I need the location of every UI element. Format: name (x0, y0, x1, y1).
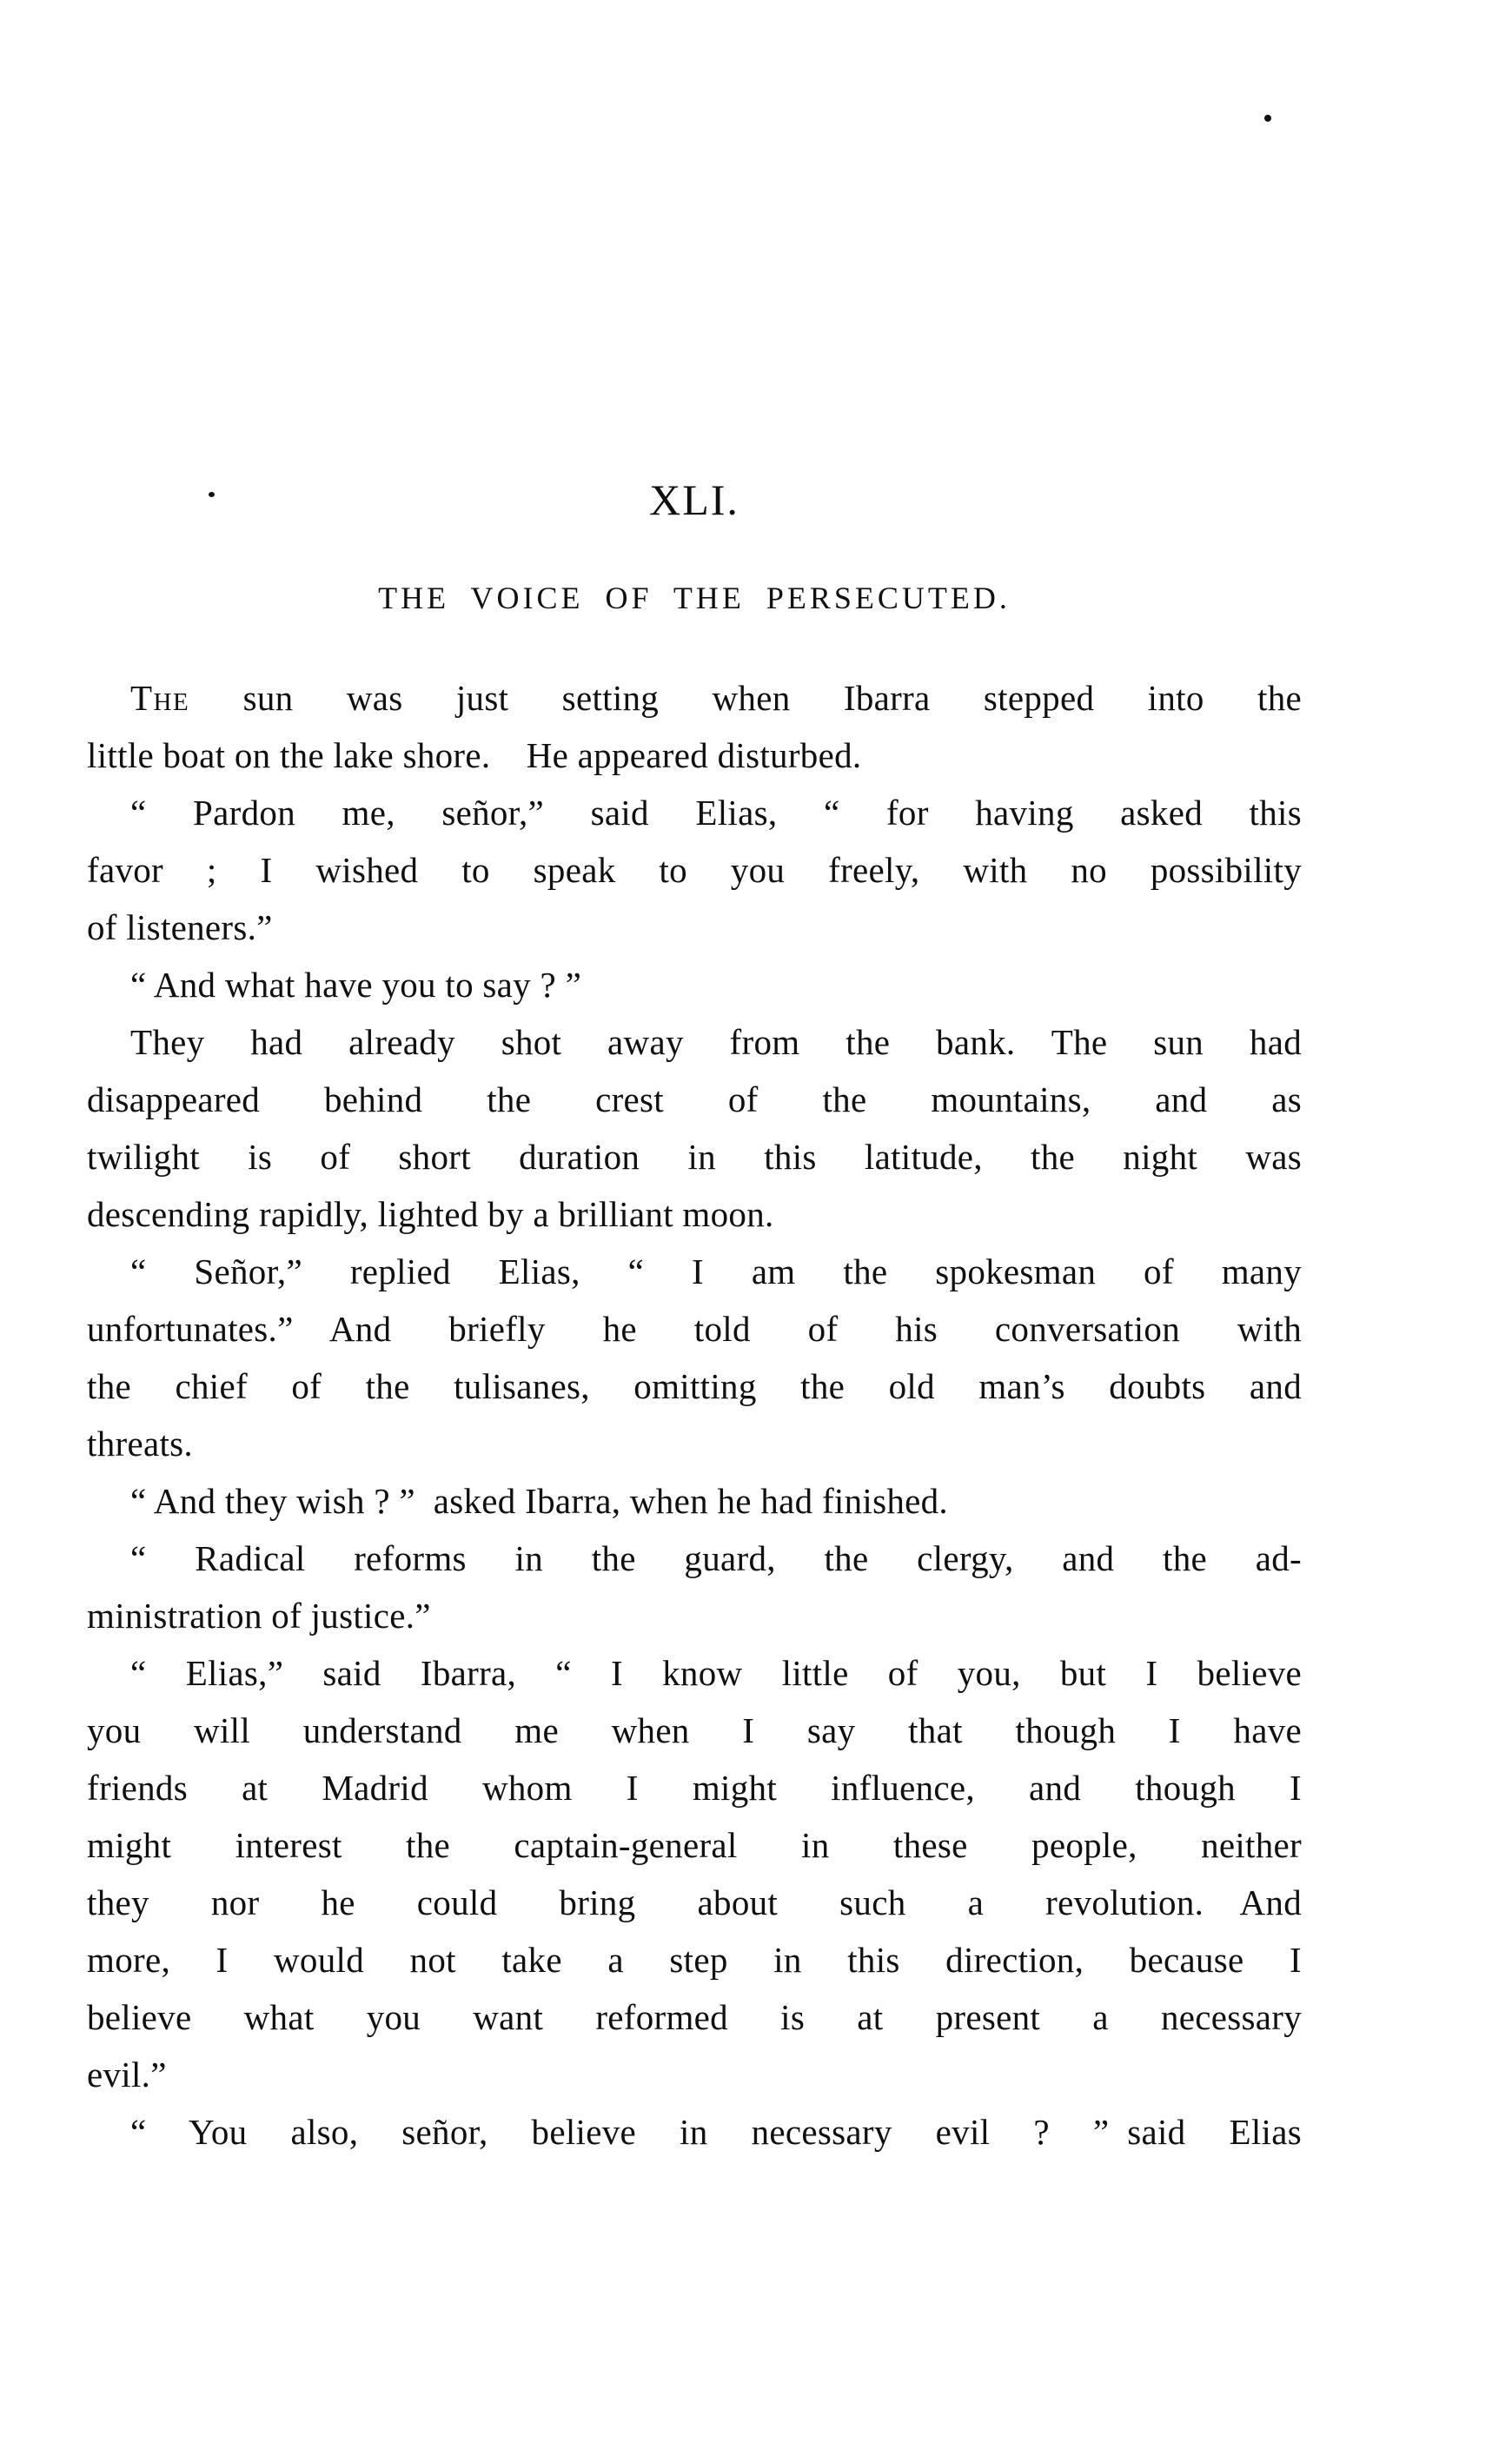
text-line: descending rapidly, lighted by a brilliant moon. (87, 1194, 774, 1234)
text-line: the chief of the tulisanes, omitting the old man’s doubts and (87, 1366, 1302, 1406)
chapter-title: THE VOICE OF THE PERSECUTED. (378, 581, 1011, 615)
text-line: “ Elias,” said Ibarra, “ I know little of you, but I believe (130, 1653, 1302, 1693)
text-line: They had already shot away from the bank. The sun had (130, 1022, 1302, 1062)
text-line: “ And they wish ? ” asked Ibarra, when he had finished. (130, 1481, 948, 1521)
text-line: “ Señor,” replied Elias, “ I am the spokesman of many (130, 1251, 1302, 1291)
text-line: disappeared behind the crest of the mountains, and as (87, 1079, 1302, 1119)
text-line: they nor he could bring about such a revolution. And (87, 1882, 1302, 1922)
text-line: favor ; I wished to speak to you freely, with no possibility (87, 850, 1302, 890)
text-line: you will understand me when I say that though I have (87, 1710, 1302, 1750)
ink-speck-top-right (1264, 115, 1271, 122)
text-line: more, I would not take a step in this direction, because I (87, 1940, 1302, 1980)
text-line: believe what you want reformed is at present a necessary (87, 1997, 1302, 2037)
chapter-number: XLI. (649, 475, 739, 524)
text-line: “ And what have you to say ? ” (130, 965, 582, 1005)
text-line: friends at Madrid whom I might influence, and though I (87, 1768, 1302, 1808)
text-line: of listeners.” (87, 907, 273, 947)
body-text (87, 669, 1302, 2161)
text-line: threats. (87, 1424, 193, 1464)
text-line: “ You also, señor, believe in necessary evil ? ” said Elias (130, 2112, 1302, 2152)
text-line: little boat on the lake shore. He appeared disturbed. (87, 735, 862, 775)
text-line (87, 669, 1302, 727)
text-line: might interest the captain-general in these people, neither (87, 1825, 1302, 1865)
lead-word: The (130, 678, 190, 718)
text-line: “ Radical reforms in the guard, the clergy, and the ad- (130, 1538, 1302, 1578)
text-line: “ Pardon me, señor,” said Elias, “ for having asked this (130, 793, 1302, 833)
text-line-rest: sun was just setting when Ibarra stepped into the (189, 678, 1302, 718)
text-line: unfortunates.” And briefly he told of his conversation with (87, 1309, 1302, 1349)
text-line: ministration of justice.” (87, 1596, 431, 1636)
text-line: twilight is of short duration in this latitude, the night was (87, 1137, 1302, 1177)
text-line: evil.” (87, 2055, 167, 2094)
